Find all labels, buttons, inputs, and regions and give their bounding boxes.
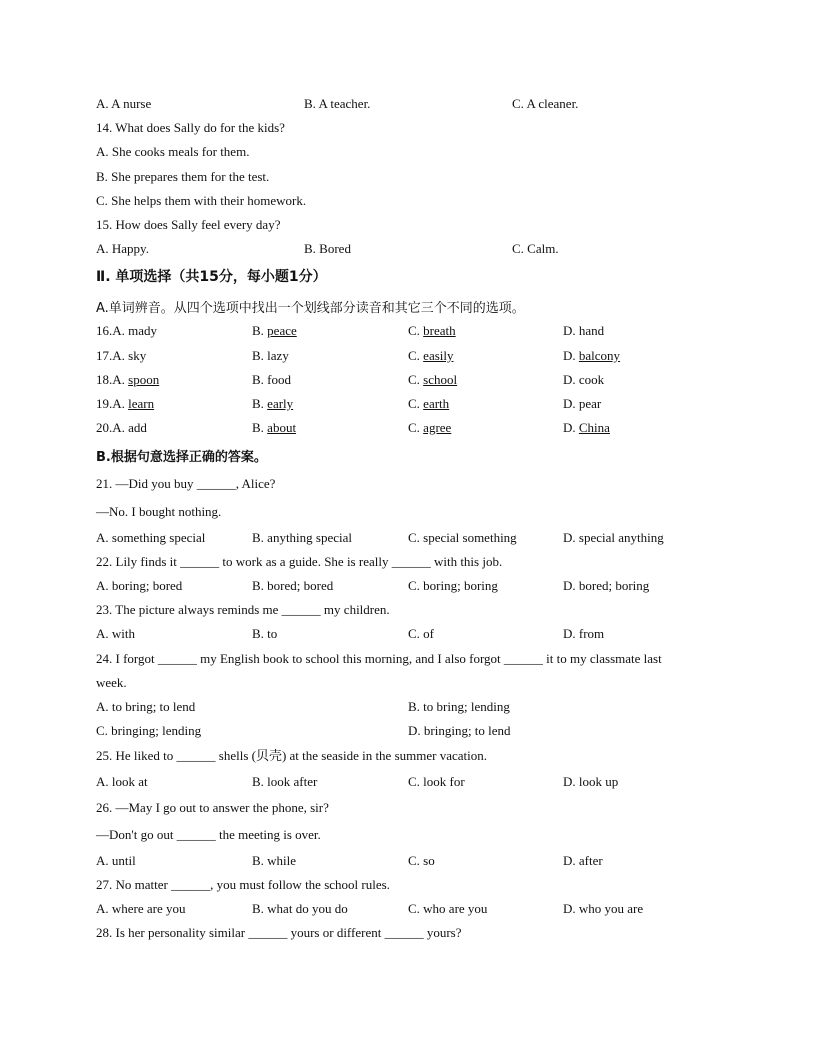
option-word: spoon — [128, 372, 160, 387]
q24-option-c: C. bringing; lending — [96, 723, 202, 738]
option-word: sky — [128, 348, 147, 363]
q23-option-d: D. from — [563, 626, 605, 641]
part-a-instructions: A.单词辨音。从四个选项中找出一个划线部分读音和其它三个不同的选项。 — [96, 301, 525, 316]
option-word: early — [267, 396, 294, 411]
q27-option-b: B. what do you do — [252, 901, 348, 916]
exam-page: A. A nurse B. A teacher. C. A cleaner. 14. What does Sally do for the kids? A. She cooks meals for them. B. She prepares them for the test. C. She helps them with their homework. 15. How does Sally feel every day? A. Happy. B. Bored C. Calm. Ⅱ. 单项选择（共15分，每小题1分） A.单词辨音。从四个选项中找出一个划线部分读音和其它三个不同的选项。 16.A. mady B. peace C. breath D. hand 17.A. sky B. lazy C. easily D. balcony 18.A. spoon B. food C. school D. cook 19.A. learn B. early C. earth D. pear 20.A. add B. about C. agree D. China B.根据句意选择正确的答案。 21. —Did you buy ______, Alice? —No. I bought nothing. A. something special B. anything special C. special something D. special anything 22. Lily finds it ______ to work as a guide. She is really ______ with this job. A. boring; bored B. bored; bored C. boring; boring D. bored; boring 23. The picture always reminds me ______ my children. A. with B. to C. of D. from 24. I forgot ______ my English book to school this morning, and I also forgot ______ it to my classmate last week. A. to bring; to lend B. to bring; lending C. bringing; lending D. bringing; to lend 25. He liked to ______ shells (贝壳) at the seaside in the summer vacation. A. look at B. look after C. look for D. look up 26. —May I go out to answer the phone, sir? —Don't go out ______ the meeting is over. A. until B. while C. so D. after 27. No matter ______, you must follow the school rules. A. where are you B. what do you do C. who are you D. who you are 28. Is her personality similar ______ yours or different ______ yours? — [96, 96, 664, 940]
option-word: mady — [128, 323, 158, 338]
option-word: about — [267, 420, 297, 435]
question-number: 17.A. — [96, 348, 125, 363]
q22-stem: 22. Lily finds it ______ to work as a guide. She is really ______ with this job. — [96, 554, 503, 569]
question-number: 18.A. — [96, 372, 125, 387]
q26-stem: 26. —May I go out to answer the phone, sir? — [96, 800, 329, 815]
q26-option-a: A. until — [96, 853, 136, 868]
option-word: pear — [578, 396, 602, 411]
q13-option-a: A. A nurse — [96, 96, 152, 111]
q15-option-b: B. Bored — [304, 241, 351, 256]
q21-stem: 21. —Did you buy ______, Alice? — [96, 476, 276, 491]
q23-option-b: B. to — [252, 626, 278, 641]
option-word: easily — [423, 348, 454, 363]
q24-stem-continued: week. — [96, 675, 127, 690]
option-word: lazy — [267, 348, 289, 363]
q22-option-d: D. bored; boring — [563, 578, 650, 593]
q15-option-c: C. Calm. — [512, 241, 559, 256]
option-word: hand — [578, 323, 605, 338]
q27-option-c: C. who are you — [408, 901, 488, 916]
q23-option-a: A. with — [96, 626, 135, 641]
question-number: 20.A. — [96, 420, 125, 435]
q27-stem: 27. No matter ______, you must follow the school rules. — [96, 877, 390, 892]
q26-option-b: B. while — [252, 853, 297, 868]
q23-option-c: C. of — [408, 626, 434, 641]
q26-reply: —Don't go out ______ the meeting is over. — [96, 827, 321, 842]
q21-option-b: B. anything special — [252, 530, 353, 545]
option-word: school — [423, 372, 458, 387]
q24-option-b: B. to bring; lending — [408, 699, 510, 714]
q24-stem: 24. I forgot ______ my English book to school this morning, and I also forgot ______ it to my classmate last — [96, 651, 662, 666]
option-word: peace — [267, 323, 297, 338]
option-word: agree — [423, 420, 452, 435]
q13-option-b: B. A teacher. — [304, 96, 371, 111]
q14-option-b: B. She prepares them for the test. — [96, 169, 270, 184]
q24-option-d: D. bringing; to lend — [408, 723, 511, 738]
q25-option-a: A. look at — [96, 774, 148, 789]
option-word: breath — [423, 323, 456, 338]
option-word: earth — [423, 396, 450, 411]
q25-stem: 25. He liked to ______ shells (贝壳) at the seaside in the summer vacation. — [96, 748, 487, 763]
q21-reply: —No. I bought nothing. — [96, 504, 222, 519]
q14-option-a: A. She cooks meals for them. — [96, 144, 250, 159]
q13-option-c: C. A cleaner. — [512, 96, 579, 111]
part-b-instructions: B.根据句意选择正确的答案。 — [96, 450, 267, 465]
option-word: cook — [578, 372, 605, 387]
q26-option-d: D. after — [563, 853, 603, 868]
section-2-title: Ⅱ. 单项选择（共15分，每小题1分） — [96, 269, 327, 285]
q24-option-a: A. to bring; to lend — [96, 699, 196, 714]
q22-option-a: A. boring; bored — [96, 578, 183, 593]
q22-option-b: B. bored; bored — [252, 578, 334, 593]
q26-option-c: C. so — [408, 853, 435, 868]
q25-option-c: C. look for — [408, 774, 465, 789]
q15-stem: 15. How does Sally feel every day? — [96, 217, 281, 232]
option-word: learn — [128, 396, 155, 411]
q21-option-d: D. special anything — [563, 530, 664, 545]
q28-stem: 28. Is her personality similar ______ yours or different ______ yours? — [96, 925, 462, 940]
option-word: add — [128, 420, 147, 435]
q22-option-c: C. boring; boring — [408, 578, 498, 593]
option-word: balcony — [578, 348, 621, 363]
q21-option-c: C. special something — [408, 530, 517, 545]
q25-option-b: B. look after — [252, 774, 318, 789]
question-number: 19.A. — [96, 396, 125, 411]
q14-option-c: C. She helps them with their homework. — [96, 193, 307, 208]
q15-option-a: A. Happy. — [96, 241, 149, 256]
q25-option-d: D. look up — [563, 774, 619, 789]
q27-option-d: D. who you are — [563, 901, 644, 916]
q21-option-a: A. something special — [96, 530, 206, 545]
q23-stem: 23. The picture always reminds me ______ my children. — [96, 602, 390, 617]
option-word: China — [578, 420, 610, 435]
q27-option-a: A. where are you — [96, 901, 186, 916]
question-number: 16.A. — [96, 323, 125, 338]
q14-stem: 14. What does Sally do for the kids? — [96, 120, 285, 135]
option-word: food — [267, 372, 292, 387]
